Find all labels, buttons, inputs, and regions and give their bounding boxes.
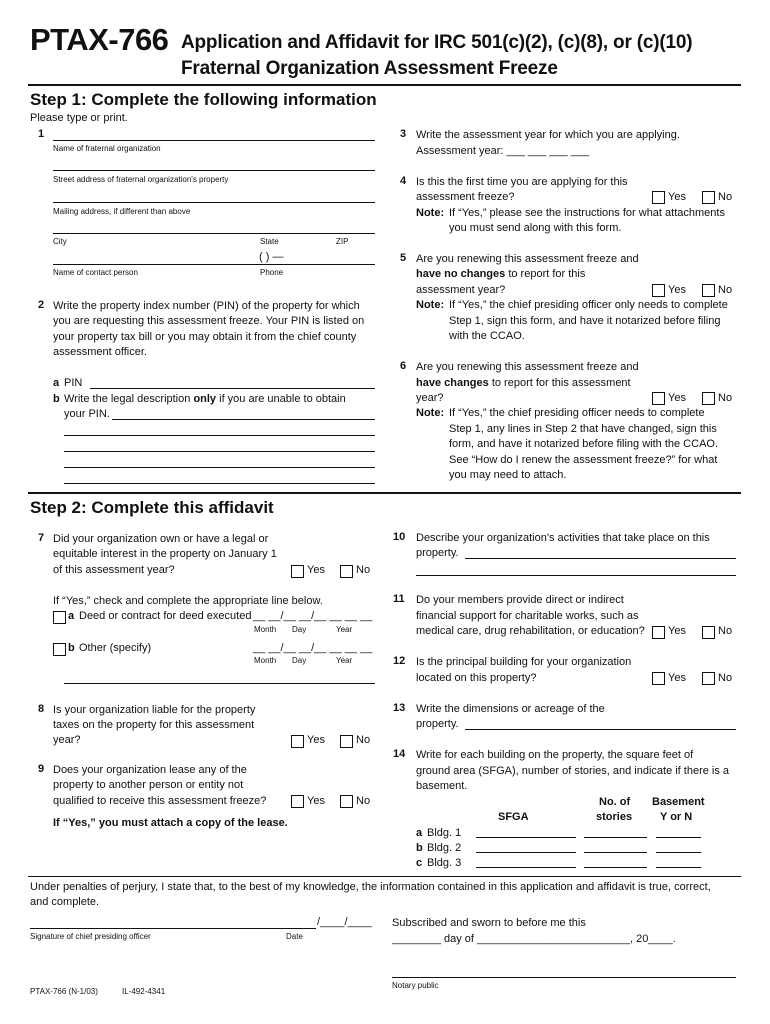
q5-no-checkbox[interactable]: [702, 284, 715, 297]
q9-no-label: No: [356, 795, 371, 807]
header-rule: [28, 84, 741, 86]
form-title: Application and Affidavit for IRC 501(c)(2), (c)(8), or (c)(10): [181, 32, 693, 53]
q11-yes-label: Yes: [668, 625, 686, 637]
q7a-checkbox[interactable]: [53, 611, 66, 624]
q8-text-1: Is your organization liable for the property: [53, 704, 256, 716]
bldg-a-letter: a: [416, 827, 423, 839]
q4-note-2: you must send along with this form.: [449, 222, 622, 234]
q14-number: 14: [393, 748, 406, 760]
q12-text-1: Is the principal building for your organization: [416, 656, 632, 668]
col-stories-1: No. of: [599, 796, 631, 808]
zip-label: ZIP: [336, 237, 349, 246]
q6-rest: to report for this assessment: [491, 377, 631, 389]
q5-yes-label: Yes: [668, 284, 686, 296]
q10-text-2: property.: [416, 547, 459, 559]
q2b-text-2: your PIN.: [64, 408, 110, 420]
pin-field[interactable]: [90, 388, 375, 389]
org-name-label: Name of fraternal organization: [53, 144, 161, 153]
col-basement-2: Y or N: [660, 811, 693, 823]
bldg-b-letter: b: [416, 842, 423, 854]
subscribed-text-2[interactable]: ________ day of _________________________, 20____.: [392, 933, 676, 945]
form-subtitle: Fraternal Organization Assessment Freeze: [181, 58, 558, 79]
q9-text-1: Does your organization lease any of the: [53, 764, 247, 776]
q7b-specify-field[interactable]: [64, 683, 375, 684]
contact-phone-field[interactable]: [53, 264, 375, 265]
q6-no-label: No: [718, 392, 733, 404]
q4-yes-label: Yes: [668, 191, 686, 203]
q2a-letter: a: [53, 377, 60, 389]
q9-text-2: property to another person or entity not: [53, 779, 244, 791]
q9-text-3: qualified to receive this assessment freeze?: [53, 795, 267, 807]
q2-text-3: your property tax bill or you may obtain it from the chief county: [53, 331, 357, 343]
subscribed-text-1: Subscribed and sworn to before me this: [392, 917, 586, 929]
org-name-field[interactable]: [53, 140, 375, 141]
q6-text-2: [416, 376, 631, 391]
bldg-c-stories-field[interactable]: [584, 867, 647, 868]
q6-note-3: form, and have it notarized before filing with the CCAO.: [449, 438, 719, 450]
q4-number: 4: [400, 175, 407, 187]
bldg-a-basement-field[interactable]: [656, 837, 701, 838]
q6-number: 6: [400, 360, 407, 372]
bldg-c-letter: c: [416, 857, 423, 869]
city-label: City: [53, 237, 67, 246]
q9-number: 9: [38, 763, 45, 775]
q2b-pre: Write the legal description: [64, 393, 191, 405]
q7b-letter: b: [68, 642, 75, 654]
q12-no-label: No: [718, 672, 733, 684]
col-basement-1: Basement: [652, 796, 705, 808]
notary-signature-field[interactable]: [392, 977, 736, 978]
bldg-b-basement-field[interactable]: [656, 852, 701, 853]
q7b-day-label: Day: [292, 656, 307, 665]
mailing-address-label: Mailing address, if different than above: [53, 207, 191, 216]
q2-text-4: assessment officer.: [53, 346, 147, 358]
q9-no-checkbox[interactable]: [340, 795, 353, 808]
q7b-text: Other (specify): [79, 642, 152, 654]
q7a-day-label: Day: [292, 625, 307, 634]
q14-text-3: basement.: [416, 780, 468, 792]
q14-text-2: ground area (SFGA), number of stories, and indicate if there is a: [416, 765, 730, 777]
perjury-text-1: Under penalties of perjury, I state that, to the best of my knowledge, the information contained in this application and affidavit is true, correct,: [30, 881, 711, 893]
q5-note-label: Note:: [416, 299, 445, 311]
q1-number: 1: [38, 128, 45, 140]
q11-text-2: financial support for charitable works, such as: [416, 610, 639, 622]
notary-label: Notary public: [392, 981, 439, 990]
state-label: State: [260, 237, 279, 246]
contact-label: Name of contact person: [53, 268, 138, 277]
q7b-month-label: Month: [254, 656, 277, 665]
q7-text-3: of this assessment year?: [53, 564, 175, 576]
q4-no-label: No: [718, 191, 733, 203]
bldg-a-label: Bldg. 1: [427, 827, 462, 839]
q5-number: 5: [400, 252, 407, 264]
step1-heading: Step 1: Complete the following information: [30, 90, 377, 109]
q12-text-2: located on this property?: [416, 672, 537, 684]
q9-yes-label: Yes: [307, 795, 325, 807]
q6-note-label: Note:: [416, 407, 445, 419]
q4-text-2: assessment freeze?: [416, 191, 515, 203]
q13-text-2: property.: [416, 718, 459, 730]
q9-lease-note: If “Yes,” you must attach a copy of the lease.: [53, 817, 288, 829]
q7-yes-label: Yes: [307, 564, 325, 576]
q7-no-label: No: [356, 564, 371, 576]
q8-yes-label: Yes: [307, 734, 325, 746]
q2b-bold: only: [193, 393, 217, 405]
il-code: IL-492-4341: [122, 987, 166, 996]
phone-label: Phone: [260, 268, 284, 277]
q5-note-1: If “Yes,” the chief presiding officer only needs to complete: [449, 299, 728, 311]
q6-text-1: Are you renewing this assessment freeze and: [416, 361, 639, 373]
q10-field-2[interactable]: [416, 575, 736, 576]
q7-text-2: equitable interest in the property on January 1: [53, 548, 277, 560]
q2b-letter: b: [53, 393, 60, 405]
q8-no-checkbox[interactable]: [340, 735, 353, 748]
q10-number: 10: [393, 531, 406, 543]
bldg-b-sfga-field[interactable]: [476, 852, 576, 853]
q6-note-4: See “How do I renew the assessment freeze?” for what: [449, 454, 718, 466]
q11-text-1: Do your members provide direct or indirect: [416, 594, 624, 606]
q4-yes-checkbox[interactable]: [652, 191, 665, 204]
q5-note-2: Step 1, sign this form, and have it notarized before filing: [449, 315, 721, 327]
q5-note-3: with the CCAO.: [449, 330, 525, 342]
footer-rule: [28, 876, 741, 877]
q6-bold: have changes: [416, 377, 489, 389]
q12-no-checkbox[interactable]: [702, 672, 715, 685]
q7-no-checkbox[interactable]: [340, 565, 353, 578]
q8-no-label: No: [356, 734, 371, 746]
form-id: PTAX-766: [30, 22, 169, 57]
q4-note-1: If “Yes,” please see the instructions for what attachments: [449, 207, 725, 219]
phone-mask: ( ) —: [259, 251, 284, 263]
q7a-letter: a: [68, 610, 75, 622]
street-address-field[interactable]: [53, 170, 375, 171]
q5-bold: have no changes: [416, 268, 506, 280]
q5-rest: to report for this: [508, 268, 586, 280]
q12-number: 12: [393, 655, 406, 667]
q5-text-3: assessment year?: [416, 284, 506, 296]
col-sfga: SFGA: [498, 811, 529, 823]
legal-desc-field-3[interactable]: [64, 451, 375, 452]
bldg-c-label: Bldg. 3: [427, 857, 462, 869]
q6-yes-checkbox[interactable]: [652, 392, 665, 405]
step1-instruction: Please type or print.: [30, 112, 128, 124]
q13-number: 13: [393, 702, 406, 714]
perjury-text-2: and complete.: [30, 896, 100, 908]
date-label: Date: [286, 932, 303, 941]
mailing-address-field[interactable]: [53, 202, 375, 203]
step2-rule: [28, 492, 741, 494]
q11-no-checkbox[interactable]: [702, 626, 715, 639]
legal-desc-field-2[interactable]: [64, 435, 375, 436]
q8-text-2: taxes on the property for this assessment: [53, 719, 255, 731]
q6-note-2: Step 1, any lines in Step 2 that have changed, sign this: [449, 423, 717, 435]
q7a-text: Deed or contract for deed executed: [79, 610, 252, 622]
q4-no-checkbox[interactable]: [702, 191, 715, 204]
q7-number: 7: [38, 532, 45, 544]
pin-label: PIN: [64, 377, 83, 389]
q12-yes-label: Yes: [668, 672, 686, 684]
q7b-year-label: Year: [336, 656, 353, 665]
q2-number: 2: [38, 299, 45, 311]
q9-yes-checkbox[interactable]: [291, 795, 304, 808]
q10-text-1: Describe your organization's activities that take place on this: [416, 532, 710, 544]
q8-text-3: year?: [53, 734, 81, 746]
bldg-b-label: Bldg. 2: [427, 842, 462, 854]
street-address-label: Street address of fraternal organization's property: [53, 175, 229, 184]
signature-label: Signature of chief presiding officer: [30, 932, 151, 941]
col-stories-2: stories: [596, 811, 633, 823]
bldg-a-stories-field[interactable]: [584, 837, 647, 838]
q12-yes-checkbox[interactable]: [652, 672, 665, 685]
q13-field[interactable]: [465, 729, 736, 730]
q6-no-checkbox[interactable]: [702, 392, 715, 405]
q5-yes-checkbox[interactable]: [652, 284, 665, 297]
q11-number: 11: [393, 593, 405, 605]
q4-note-label: Note:: [416, 207, 445, 219]
q2-text-1: Write the property index number (PIN) of the property for which: [53, 300, 360, 312]
q7a-date-field[interactable]: __ __/__ __/__ __ __ __: [253, 610, 373, 622]
q7-yes-checkbox[interactable]: [291, 565, 304, 578]
q7a-year-label: Year: [336, 625, 353, 634]
q2-text-2: you are requesting this assessment freeze. Your PIN is listed on: [53, 315, 365, 327]
q3-text-1: Write the assessment year for which you are applying.: [416, 129, 680, 141]
q11-no-label: No: [718, 625, 733, 637]
q5-text-1: Are you renewing this assessment freeze and: [416, 253, 639, 265]
q5-text-2: [416, 267, 585, 282]
q8-number: 8: [38, 703, 45, 715]
q6-note-1: If “Yes,” the chief presiding officer needs to complete: [449, 407, 705, 419]
form-code: PTAX-766 (N-1/03): [30, 987, 98, 996]
bldg-c-sfga-field[interactable]: [476, 867, 576, 868]
legal-desc-field-1[interactable]: [112, 419, 375, 420]
q7b-date-field[interactable]: __ __/__ __/__ __ __ __: [253, 642, 373, 654]
bldg-c-basement-field[interactable]: [656, 867, 701, 868]
q7-if-yes: If “Yes,” check and complete the appropriate line below.: [53, 595, 323, 607]
q7a-month-label: Month: [254, 625, 277, 634]
signature-date-field[interactable]: /____/____: [317, 916, 373, 928]
q14-text-1: Write for each building on the property, the square feet of: [416, 749, 694, 761]
q6-yes-label: Yes: [668, 392, 686, 404]
signature-field[interactable]: [30, 928, 316, 929]
q2b-post: if you are unable to obtain: [219, 393, 346, 405]
q2b-text: [64, 392, 346, 407]
q6-text-3: year?: [416, 392, 444, 404]
q10-field-1[interactable]: [465, 558, 736, 559]
q7-text-1: Did your organization own or have a legal or: [53, 533, 269, 545]
q6-note-5: you may need to attach.: [449, 469, 567, 481]
q8-yes-checkbox[interactable]: [291, 735, 304, 748]
step2-heading: Step 2: Complete this affidavit: [30, 498, 274, 517]
legal-desc-field-5[interactable]: [64, 483, 375, 484]
q5-no-label: No: [718, 284, 733, 296]
q11-yes-checkbox[interactable]: [652, 626, 665, 639]
q11-text-3: medical care, drug rehabilitation, or education?: [416, 625, 645, 637]
q3-text-2[interactable]: Assessment year: ___ ___ ___ ___: [416, 145, 590, 157]
bldg-b-stories-field[interactable]: [584, 852, 647, 853]
q4-text-1: Is this the first time you are applying for this: [416, 176, 628, 188]
q3-number: 3: [400, 128, 407, 140]
bldg-a-sfga-field[interactable]: [476, 837, 576, 838]
legal-desc-field-4[interactable]: [64, 467, 375, 468]
q13-text-1: Write the dimensions or acreage of the: [416, 703, 605, 715]
city-state-zip-field[interactable]: [53, 233, 375, 234]
q7b-checkbox[interactable]: [53, 643, 66, 656]
